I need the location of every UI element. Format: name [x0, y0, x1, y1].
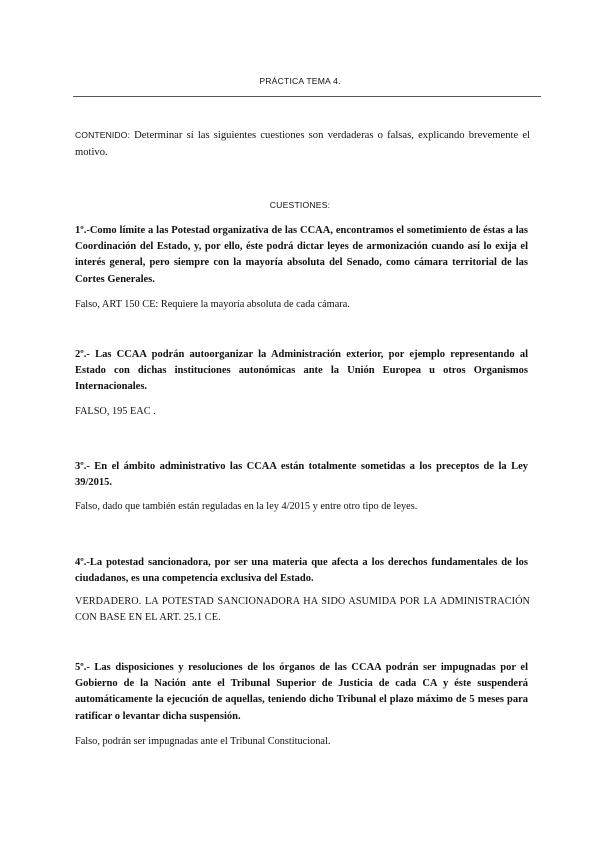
contenido-label: CONTENIDO: — [75, 130, 130, 140]
answer-4: VERDADERO. LA POTESTAD SANCIONADORA HA SIDO ASUMIDA POR LA ADMINISTRACIÓN CON BASE EN EL ART. 25.1 CE. — [75, 596, 530, 623]
answer-5: Falso, podrán ser impugnadas ante el Tribunal Constitucional. — [75, 736, 331, 747]
contenido-paragraph — [75, 127, 530, 161]
title-divider — [73, 96, 541, 97]
question-5: 5º.- Las disposiciones y resoluciones de los órganos de las CCAA podrán ser impugnadas por el Gobierno de la Nación ante el Tribunal Superior de Justicia de cada CA y éste suspenderá automáticamente la ejecución de aquellas, teniendo dicho Tribunal el plazo máximo de 5 meses para ratificar o levantar dicha suspensión. — [75, 662, 528, 722]
question-2: 2º.- Las CCAA podrán autoorganizar la Administración exterior, por ejemplo representando al Estado con dichas instituciones autonómicas ante la Unión Europea u otros Organismos Internacionales. — [75, 349, 528, 393]
answer-1: Falso, ART 150 CE: Requiere la mayoría absoluta de cada cámara. — [75, 299, 350, 310]
question-4: 4º.-La potestad sancionadora, por ser una materia que afecta a los derechos fundamentales de los ciudadanos, es una competencia exclusiva del Estado. — [75, 557, 528, 585]
question-3: 3º.- En el ámbito administrativo las CCAA están totalmente sometidas a los preceptos de la Ley 39/2015. — [75, 461, 528, 489]
answer-3: Falso, dado que también están reguladas en la ley 4/2015 y entre otro tipo de leyes. — [75, 501, 418, 512]
page-title: PRÁCTICA TEMA 4. — [259, 76, 341, 86]
question-1: 1º.-Como límite a las Potestad organizativa de las CCAA, encontramos el sometimiento de éstas a las Coordinación del Estado, y, por ello, éste podrá dictar leyes de armonización cuando así lo exija el interés general, pero siempre con la mayoría absoluta del Senado, como cámara territorial de las Cortes Generales. — [75, 225, 528, 285]
contenido-text: Determinar sí las siguientes cuestiones son verdaderas o falsas, explicando brevemente el motivo. — [75, 130, 530, 158]
answer-2: FALSO, 195 EAC . — [75, 406, 156, 417]
cuestiones-heading: CUESTIONES: — [269, 200, 331, 210]
